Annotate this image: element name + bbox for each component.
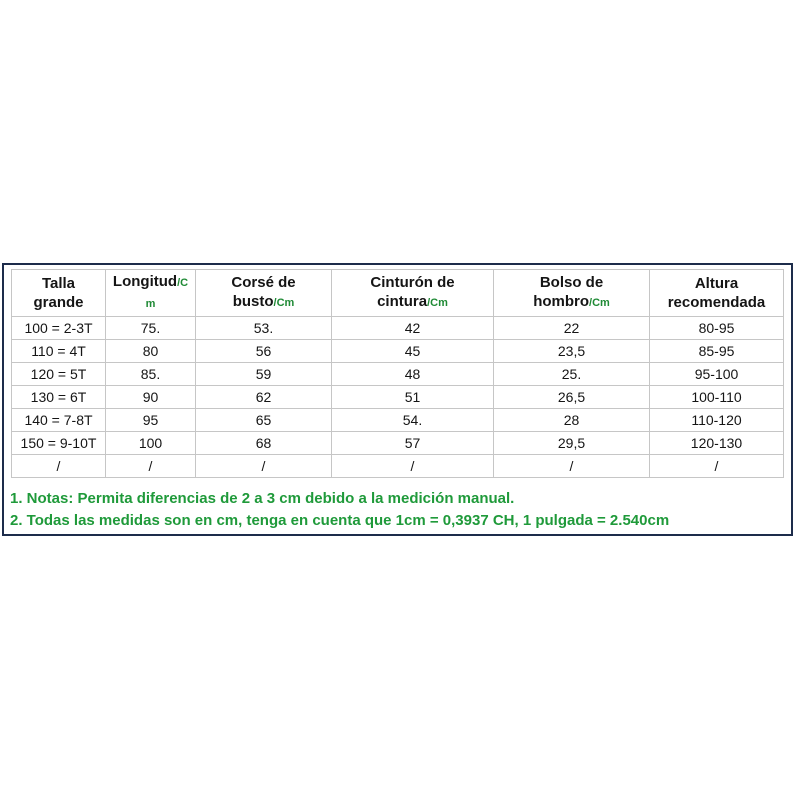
table-cell: 100	[106, 432, 196, 455]
note-unit-conversion: 2. Todas las medidas son en cm, tenga en cuenta que 1cm = 0,3937 CH, 1 pulgada = 2.540cm	[10, 512, 670, 529]
table-cell: 62	[196, 386, 332, 409]
table-cell: 28	[494, 409, 650, 432]
table-cell: 54.	[332, 409, 494, 432]
table-cell: 85-95	[650, 340, 784, 363]
size-chart-frame	[2, 263, 793, 536]
table-cell: 100 = 2-3T	[12, 317, 106, 340]
table-cell: 110-120	[650, 409, 784, 432]
table-cell: 51	[332, 386, 494, 409]
table-cell: /	[12, 455, 106, 478]
table-cell: 56	[196, 340, 332, 363]
table-cell: 80-95	[650, 317, 784, 340]
table-row	[12, 317, 784, 340]
table-row	[12, 455, 784, 478]
table-cell: 95	[106, 409, 196, 432]
table-cell: 68	[196, 432, 332, 455]
table-cell: /	[196, 455, 332, 478]
table-cell: 150 = 9-10T	[12, 432, 106, 455]
table-cell: 53.	[196, 317, 332, 340]
notes-section	[10, 488, 786, 532]
table-cell: 59	[196, 363, 332, 386]
table-cell: 57	[332, 432, 494, 455]
size-chart-table	[11, 269, 784, 478]
header-bolso-de-hombro: Bolso de hombro/Cm	[494, 270, 650, 317]
header-cinturon-de-cintura: Cinturón de cintura/Cm	[332, 270, 494, 317]
header-talla-grande: Talla grande	[12, 270, 106, 317]
table-cell: 85.	[106, 363, 196, 386]
table-row	[12, 363, 784, 386]
table-cell: 100-110	[650, 386, 784, 409]
header-row	[12, 270, 784, 317]
table-cell: 110 = 4T	[12, 340, 106, 363]
table-cell: 48	[332, 363, 494, 386]
table-cell: 45	[332, 340, 494, 363]
table-cell: 90	[106, 386, 196, 409]
table-row	[12, 340, 784, 363]
table-cell: 80	[106, 340, 196, 363]
table-cell: 75.	[106, 317, 196, 340]
table-cell: /	[332, 455, 494, 478]
table-cell: 95-100	[650, 363, 784, 386]
table-cell: 23,5	[494, 340, 650, 363]
table-cell: 25.	[494, 363, 650, 386]
header-corse-de-busto: Corsé de busto/Cm	[196, 270, 332, 317]
table-cell: 140 = 7-8T	[12, 409, 106, 432]
table-row	[12, 432, 784, 455]
table-cell: 29,5	[494, 432, 650, 455]
table-cell: /	[106, 455, 196, 478]
table-cell: 26,5	[494, 386, 650, 409]
table-row	[12, 409, 784, 432]
note-manual-measurement: 1. Notas: Permita diferencias de 2 a 3 cm debido a la medición manual.	[10, 490, 515, 507]
table-cell: /	[494, 455, 650, 478]
table-cell: 120-130	[650, 432, 784, 455]
header-altura-recomendada: Altura recomendada	[650, 270, 784, 317]
table-cell: 42	[332, 317, 494, 340]
table-cell: 65	[196, 409, 332, 432]
table-cell: /	[650, 455, 784, 478]
table-cell: 130 = 6T	[12, 386, 106, 409]
table-cell: 22	[494, 317, 650, 340]
header-longitud: Longitud/C m	[106, 270, 196, 317]
table-row	[12, 386, 784, 409]
table-cell: 120 = 5T	[12, 363, 106, 386]
